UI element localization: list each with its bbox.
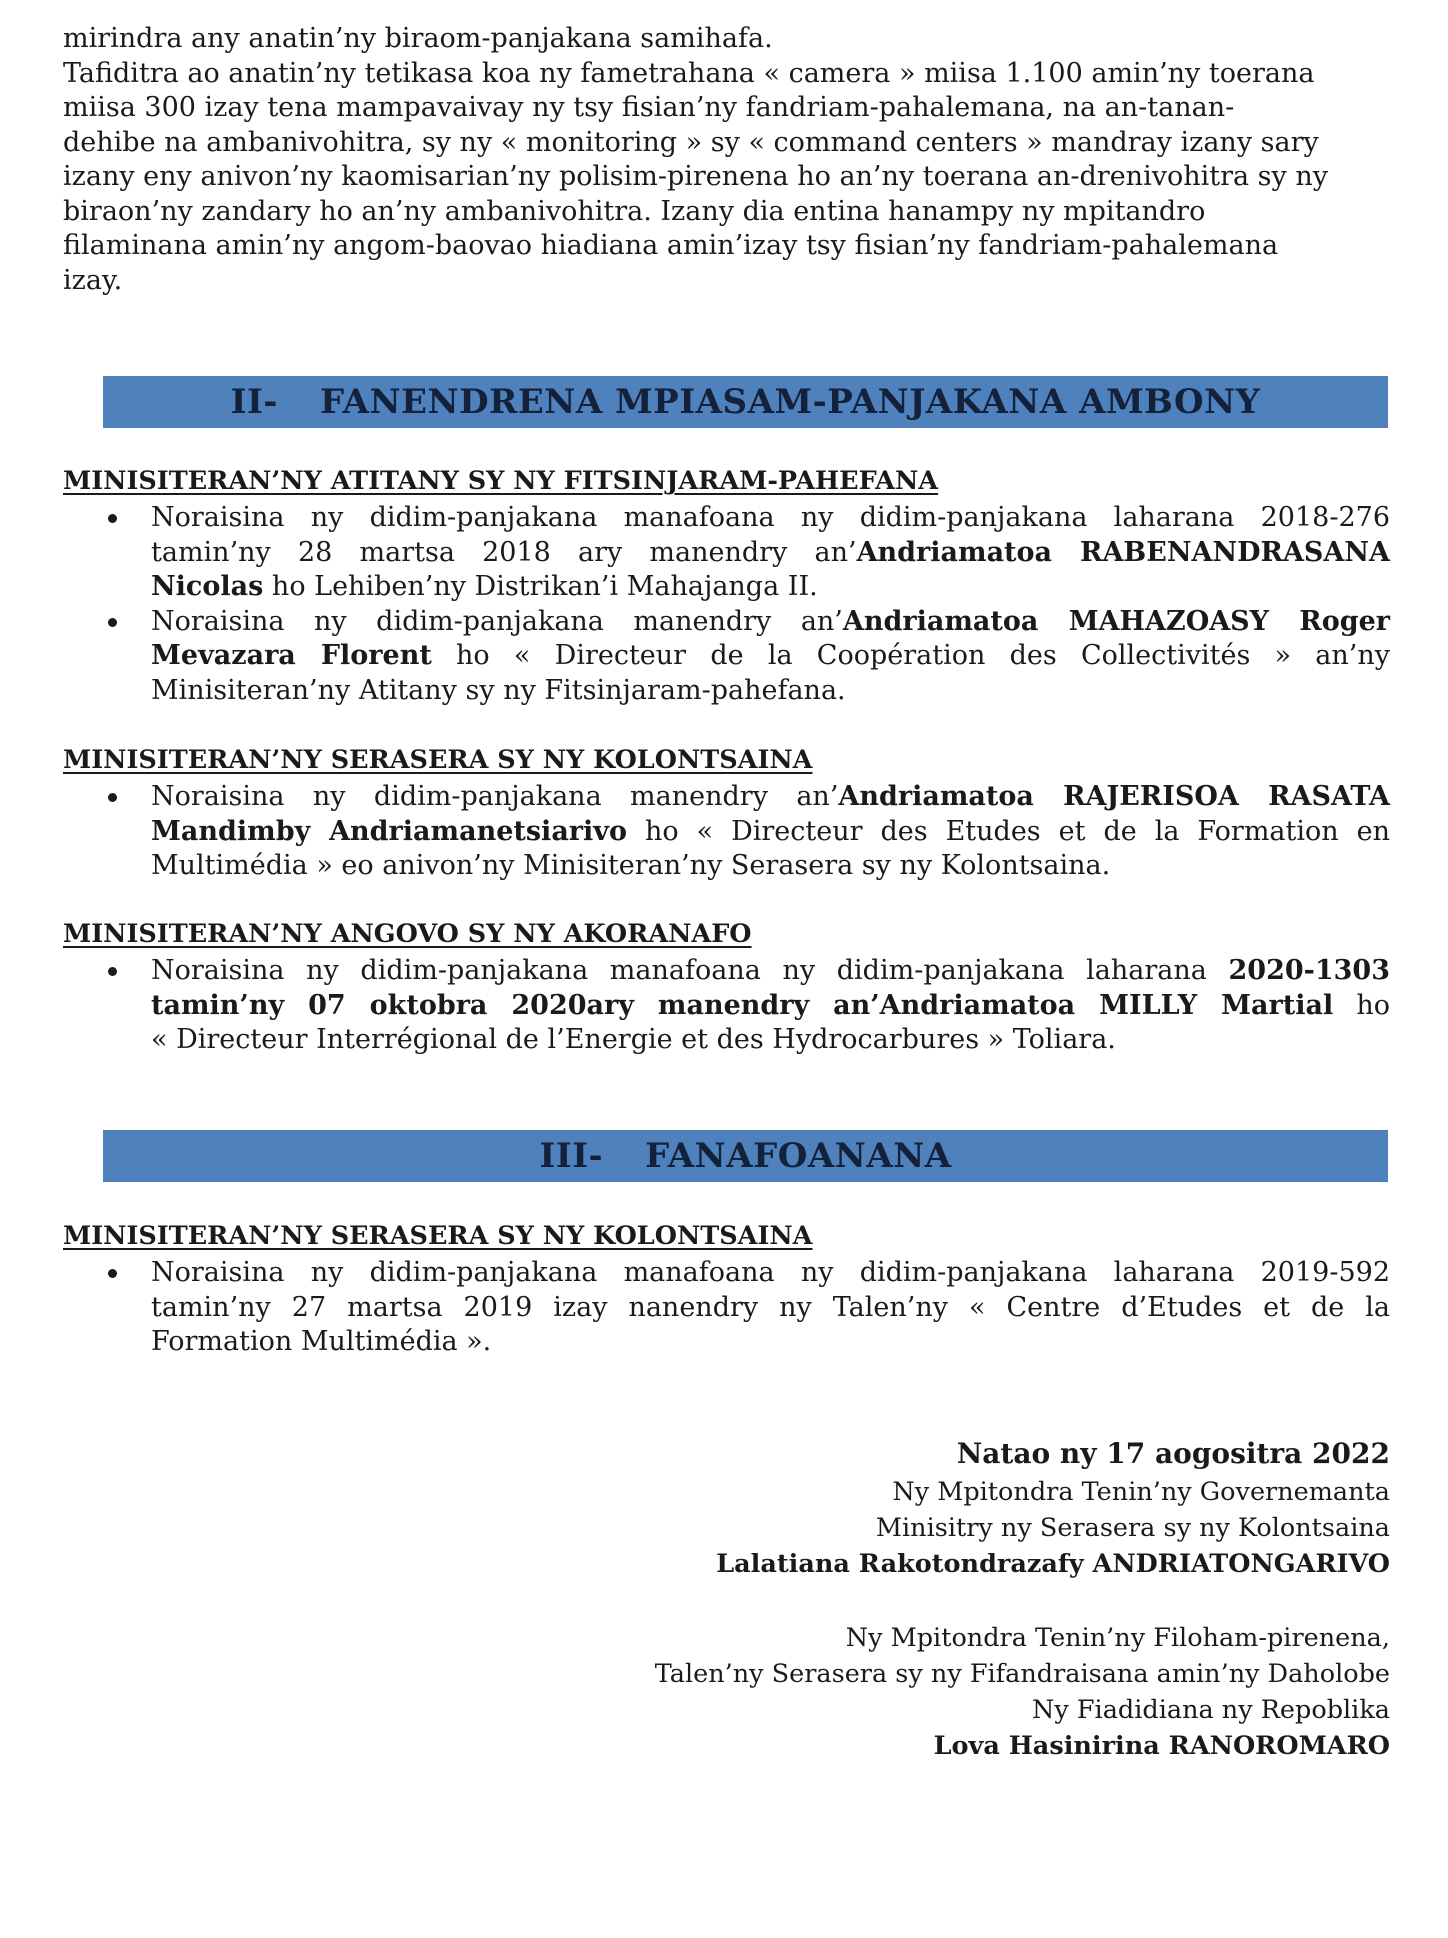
section-2-banner bbox=[103, 376, 1388, 428]
intro-line: mirindra any anatin’ny biraom-panjakana samihafa. bbox=[63, 23, 773, 54]
bullet-icon bbox=[108, 514, 117, 523]
intro-line: miisa 300 izay tena mampavaivay ny tsy fisian’ny fandriam-pahalemana, na an-tanan- bbox=[63, 92, 1235, 123]
item-line: Nicolas ho Lehiben’ny Distrikan’i Mahajanga II. bbox=[151, 571, 818, 602]
signature-block bbox=[655, 1620, 1390, 1764]
ministry-heading: MINISITERAN’NY SERASERA SY NY KOLONTSAINA bbox=[63, 1221, 813, 1251]
signatory-name: Lova Hasinirina RANOROMARO bbox=[933, 1731, 1390, 1761]
intro-line: dehibe na ambanivohitra, sy ny « monitoring » sy « command centers » mandray izany sary bbox=[63, 126, 1319, 158]
item-line: Mevazara Florent ho « Directeur de la Coopération des Collectivités » an’ny bbox=[151, 640, 1390, 671]
item-line: Multimédia » eo anivon’ny Minisiteran’ny Serasera sy ny Kolontsaina. bbox=[151, 850, 1111, 881]
signature-block bbox=[716, 1434, 1390, 1582]
ministry-heading: MINISITERAN’NY ATITANY SY NY FITSINJARAM-PAHEFANA bbox=[63, 466, 939, 496]
section-2-number: II- bbox=[230, 382, 278, 422]
signatory-role: Ny Mpitondra Tenin’ny Filoham-pirenena, bbox=[845, 1623, 1390, 1653]
item-line: tamin’ny 28 martsa 2018 ary manendry an’Andriamatoa RABENANDRASANA bbox=[151, 536, 1390, 568]
signatory-role: Talen’ny Serasera sy ny Fifandraisana amin’ny Daholobe bbox=[654, 1659, 1390, 1689]
section-3-list bbox=[63, 1256, 1390, 1360]
signatory-role: Ny Mpitondra Tenin’ny Governemanta bbox=[892, 1477, 1390, 1507]
intro-line: izany eny anivon’ny kaomisarian’ny polisim-pirenena ho an’ny toerana an-drenivohitra sy ny bbox=[63, 161, 1329, 192]
section-3-number: III- bbox=[539, 1136, 604, 1176]
bullet-icon bbox=[108, 793, 117, 802]
ministry-heading: MINISITERAN’NY SERASERA SY NY KOLONTSAINA bbox=[63, 745, 813, 775]
item-line: Noraisina ny didim-panjakana manafoana ny didim-panjakana laharana 2019-592 bbox=[151, 1257, 1390, 1288]
item-line: Noraisina ny didim-panjakana manafoana ny didim-panjakana laharana 2018-276 bbox=[151, 502, 1390, 533]
bullet-icon bbox=[108, 618, 117, 627]
list-item bbox=[63, 954, 1390, 1058]
section-3-banner bbox=[103, 1130, 1388, 1182]
ministry-3-list bbox=[63, 954, 1390, 1058]
list-item bbox=[63, 1256, 1390, 1360]
ministry-heading: MINISITERAN’NY ANGOVO SY NY AKORANAFO bbox=[63, 919, 752, 949]
intro-line: filaminana amin’ny angom-baovao hiadiana amin’izay tsy fisian’ny fandriam-pahalemana bbox=[63, 230, 1279, 261]
signatory-name: Lalatiana Rakotondrazafy ANDRIATONGARIVO bbox=[716, 1549, 1390, 1579]
intro-line: Tafiditra ao anatin’ny tetikasa koa ny fametrahana « camera » miisa 1.100 amin’ny toerana bbox=[63, 57, 1315, 89]
intro-paragraph bbox=[63, 22, 1390, 298]
item-line: Noraisina ny didim-panjakana manendry an’Andriamatoa MAHAZOASY Roger bbox=[151, 605, 1391, 637]
document-date: Natao ny 17 aogositra 2022 bbox=[956, 1437, 1390, 1470]
ministry-1-list bbox=[63, 501, 1390, 708]
bullet-icon bbox=[108, 1269, 117, 1278]
ministry-2-list bbox=[63, 780, 1390, 884]
list-item bbox=[63, 780, 1390, 884]
item-line: Formation Multimédia ». bbox=[151, 1326, 492, 1357]
item-line: tamin’ny 27 martsa 2019 izay nanendry ny Talen’ny « Centre d’Etudes et de la bbox=[151, 1291, 1390, 1323]
section-2-title: FANENDRENA MPIASAM-PANJAKANA AMBONY bbox=[319, 382, 1261, 422]
list-item bbox=[63, 501, 1390, 605]
signatory-role: Minisitry ny Serasera sy ny Kolontsaina bbox=[875, 1513, 1390, 1543]
item-line: « Directeur Interrégional de l’Energie et des Hydrocarbures » Toliara. bbox=[151, 1024, 1116, 1055]
intro-line: biraon’ny zandary ho an’ny ambanivohitra. Izany dia entina hanampy ny mpitandro bbox=[63, 195, 1206, 227]
section-3-title: FANAFOANANA bbox=[645, 1136, 952, 1176]
bullet-icon bbox=[108, 967, 117, 976]
item-line: Noraisina ny didim-panjakana manafoana ny didim-panjakana laharana 2020-1303 bbox=[151, 955, 1390, 986]
item-line: Mandimby Andriamanetsiarivo ho « Directeur des Etudes et de la Formation en bbox=[151, 815, 1391, 847]
item-line: tamin’ny 07 oktobra 2020ary manendry an’Andriamatoa MILLY Martial ho bbox=[151, 989, 1390, 1021]
signatory-role: Ny Fiadidiana ny Repoblika bbox=[1032, 1695, 1390, 1725]
intro-line: izay. bbox=[63, 264, 123, 296]
item-line: Minisiteran’ny Atitany sy ny Fitsinjaram-pahefana. bbox=[151, 674, 846, 706]
list-item bbox=[63, 605, 1390, 709]
item-line: Noraisina ny didim-panjakana manendry an’Andriamatoa RAJERISOA RASATA bbox=[151, 781, 1390, 812]
